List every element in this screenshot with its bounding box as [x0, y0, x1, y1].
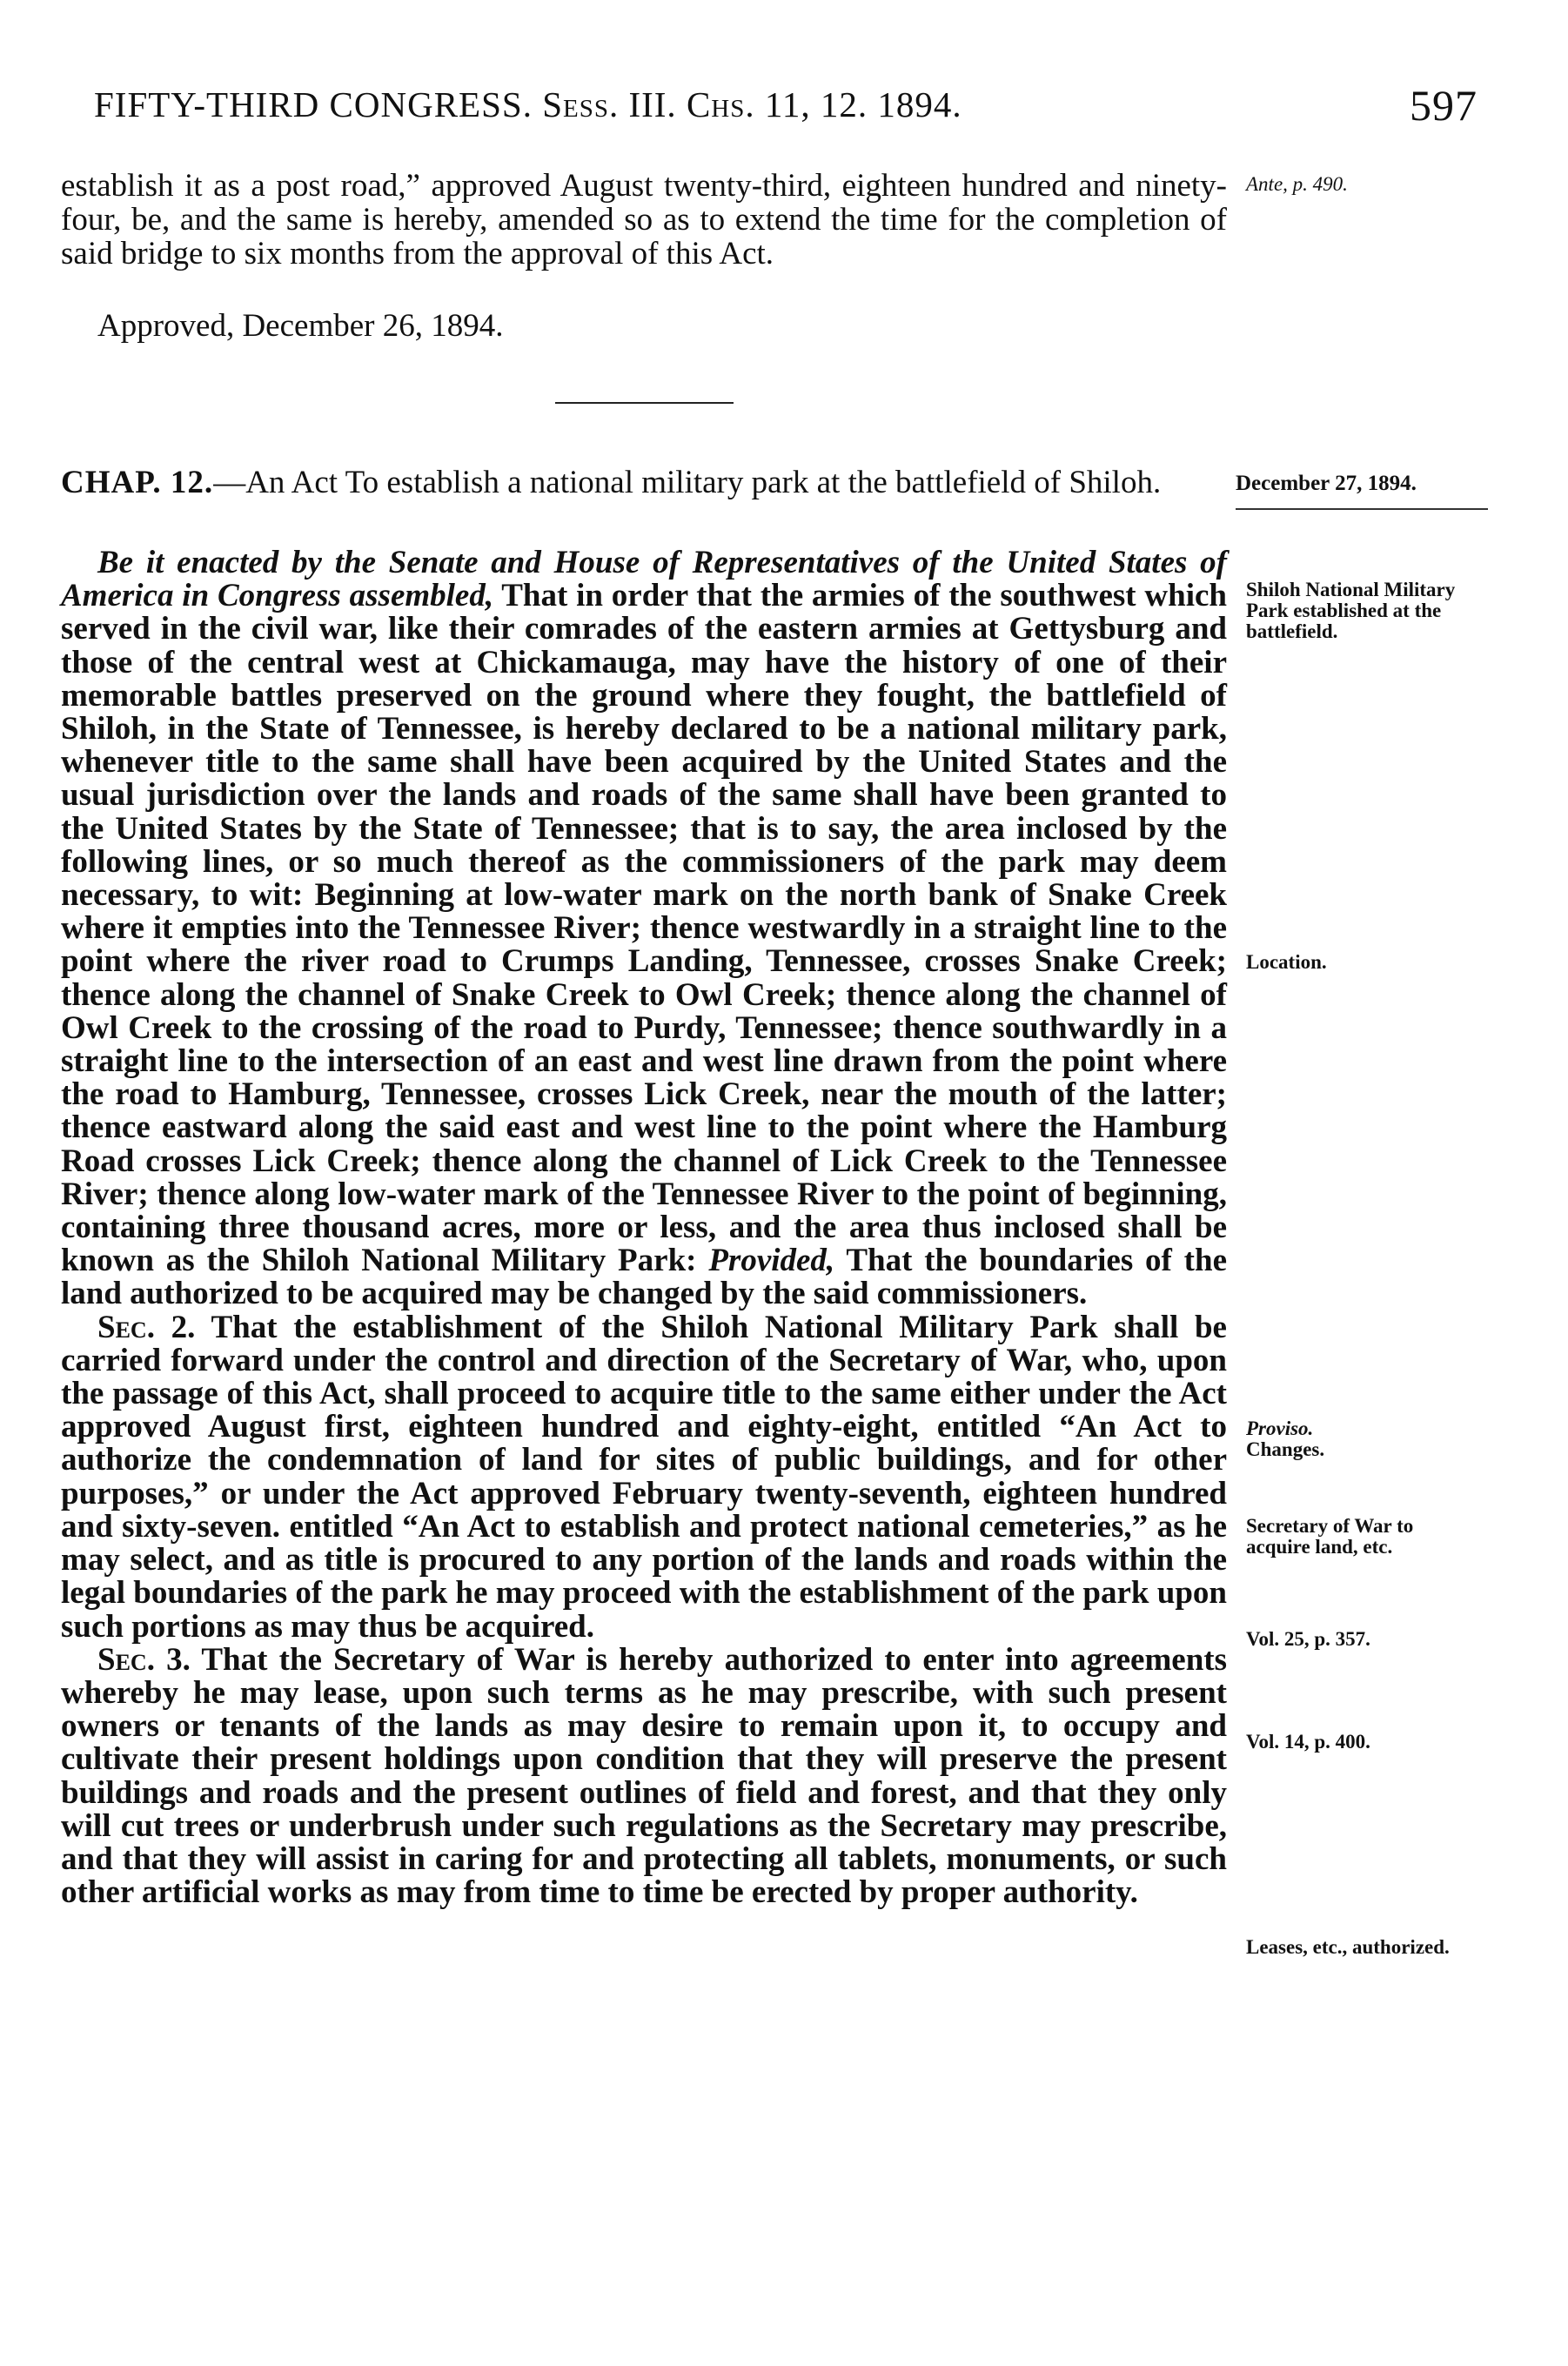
margin-note-location: Location.	[1246, 951, 1327, 973]
section-3-text: That the Secretary of War is hereby authorized to enter into agreements whereby he may lease, upon such terms as he may prescribe, with such present owners or tenants of the lands as may desire to remain upon it, to occupy and cultivate their present holdings upon condition that they will preserve the present buildings and roads and the present outlines of field and forest, and that they only will cut trees or underbrush under such regulations as the Secretary may prescribe, and that they will assist in caring for and protecting all tablets, monuments, or such other artificial works as may from time to time be erected by proper authority.	[61, 1641, 1227, 1911]
chapter-heading	[61, 466, 1227, 499]
section-3-label: Sec. 3.	[97, 1641, 191, 1678]
section-2-text: That the establishment of the Shiloh National Military Park shall be carried forward under the control and direction of the Secretary of War, who, upon the passage of this Act, shall proceed to acquire title to the same either under the Act approved August first, eighteen hundred and eighty-eight, entitled “An Act to authorize the condemnation of land for sites of public buildings, and for other purposes,” or under the Act approved February twenty-seventh, eighteen hundred and sixty-seven. entitled “An Act to establish and protect national cemeteries,” as he may select, and as title is procured to any portion of the lands and roads within the legal boundaries of the park he may proceed with the establishment of the park upon such portions as may thus be acquired.	[61, 1309, 1227, 1645]
page-number: 597	[1410, 81, 1478, 130]
proviso-text: That the boundaries of the land authorized to be acquired may be changed by the said commissioners.	[61, 1243, 1227, 1312]
margin-note-park-established: Shiloh National Military Park established at the battlefield.	[1246, 579, 1456, 642]
continued-paragraph: establish it as a post road,” approved August twenty-third, eighteen hundred and ninety-four, be, and the same is hereby, amended so as to extend the time for the completion of said bridge to six months from the approval of this Act.	[61, 168, 1227, 272]
proviso-word: Provided,	[708, 1243, 835, 1279]
running-head	[94, 80, 1478, 132]
continued-text-block	[61, 169, 1227, 271]
section-2	[61, 1311, 1227, 1644]
act-body	[61, 546, 1227, 1909]
date-rule	[1236, 508, 1488, 510]
margin-note-vol14: Vol. 14, p. 400.	[1246, 1731, 1370, 1753]
margin-note-changes: Changes.	[1246, 1438, 1325, 1460]
chapter-title: —An Act To establish a national military park at the battlefield of Shiloh.	[213, 465, 1162, 500]
enacting-clause: Be it enacted by the Senate and House of Representatives of the United States of America in Congress assembled,	[61, 545, 1227, 614]
section-1-text: That in order that the armies of the southwest which served in the civil war, like their comrades of the eastern armies at Gettysburg and those of the central west at Chickamauga, may have the history of one of their memorable battles preserved on the ground where they fought, the battlefield of Shiloh, in the State of Tennessee, is hereby declared to be a national military park, whenever title to the same shall have been acquired by the United States and the usual jurisdiction over the lands and roads of the same shall have been granted to the United States by the State of Tennessee; that is to say, the area inclosed by the following lines, or so much thereof as the commissioners of the park may deem necessary, to wit: Beginning at low-water mark on the north bank of Snake Creek where it empties into the Tennessee River; thence westwardly in a straight line to the point where the river road to Crumps Landing, Tennessee, crosses Snake Creek; thence along the channel of Snake Creek to Owl Creek; thence along the channel of Owl Creek to the crossing of the road to Purdy, Tennessee; thence southwardly in a straight line to the intersection of an east and west line drawn from the point where the road to Hamburg, Tennessee, crosses Lick Creek, near the mouth of the latter; thence eastward along the said east and west line to the point where the Hamburg Road crosses Lick Creek; thence along the channel of Lick Creek to the Tennessee River; thence along low-water mark of the Tennessee River to the point of beginning, containing three thousand acres, more or less, and the area thus inclosed shall be known as the Shiloh National Military Park:	[61, 578, 1227, 1279]
running-head-title: FIFTY-THIRD CONGRESS. Sess. III. Chs. 11, 12. 1894.	[94, 84, 962, 124]
chapter-date: December 27, 1894.	[1236, 472, 1417, 495]
section-2-label: Sec. 2.	[97, 1309, 196, 1345]
approval-line: Approved, December 26, 1894.	[97, 308, 504, 344]
section-1	[61, 546, 1227, 1311]
margin-note-proviso: Proviso.	[1246, 1418, 1314, 1439]
margin-note-secretary: Secretary of War to acquire land, etc.	[1246, 1515, 1414, 1558]
margin-note-vol25: Vol. 25, p. 357.	[1246, 1628, 1370, 1650]
margin-note-ante: Ante, p. 490.	[1246, 173, 1348, 195]
margin-note-leases: Leases, etc., authorized.	[1246, 1936, 1450, 1958]
chapter-label: CHAP. 12.	[61, 465, 214, 500]
section-3	[61, 1641, 1227, 1911]
section-divider	[555, 402, 734, 404]
